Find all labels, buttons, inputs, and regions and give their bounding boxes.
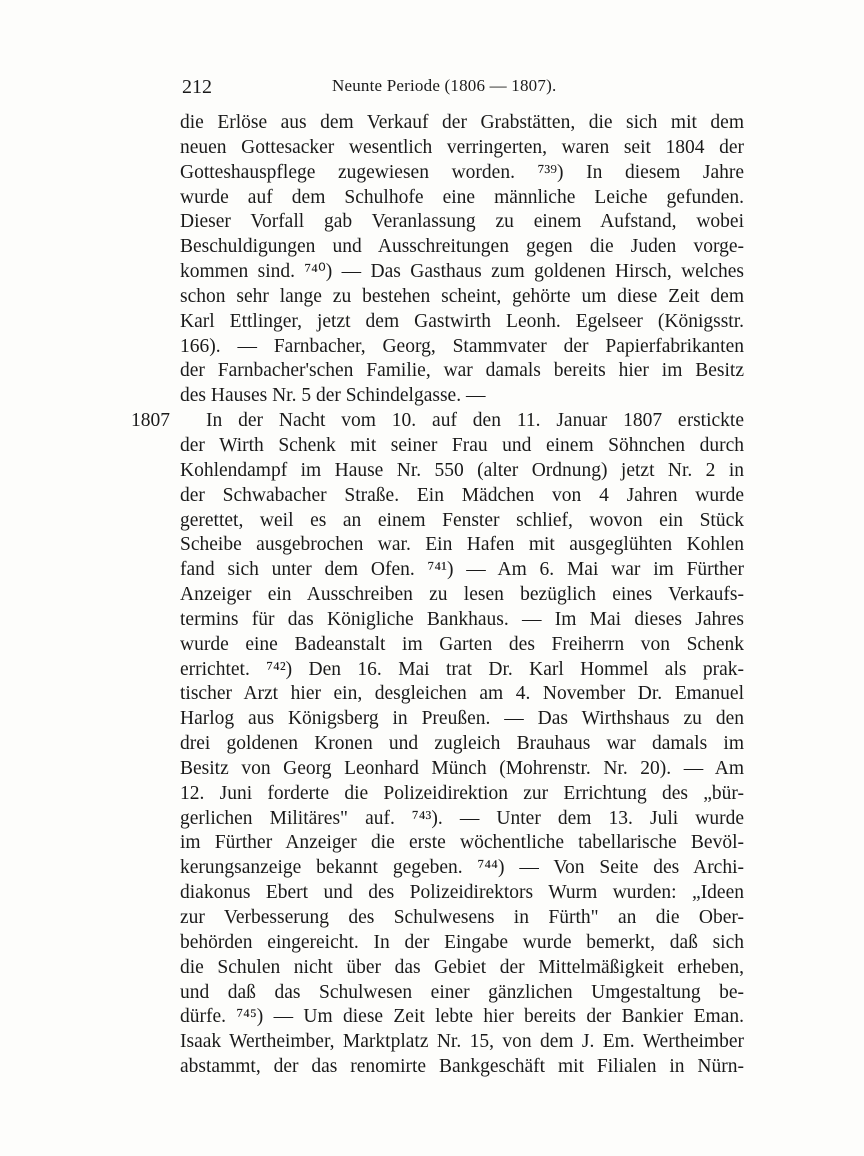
text-line: der Farnbacher'schen Familie, war damals bereits hier im Besitz <box>180 360 744 382</box>
text-line: des Hauses Nr. 5 der Schindelgasse. — <box>180 385 486 407</box>
text-line: die Erlöse aus dem Verkauf der Grabstätten, die sich mit dem <box>180 112 744 133</box>
text-line: fand sich unter dem Ofen. ⁷⁴¹) — Am 6. Mai war im Fürther <box>180 559 744 581</box>
text-line: Anzeiger ein Ausschreiben zu lesen bezüglich eines Verkaufs- <box>180 584 744 606</box>
text-line: drei goldenen Kronen und zugleich Brauhaus war damals im <box>180 733 744 755</box>
text-line: dürfe. ⁷⁴⁵) — Um diese Zeit lebte hier bereits der Bankier Eman. <box>180 1006 744 1028</box>
text-line: 166). — Farnbacher, Georg, Stammvater der Papierfabrikanten <box>180 335 744 357</box>
paragraph-first-line: In der Nacht vom 10. auf den 11. Januar 1807 erstickte <box>206 410 744 432</box>
text-line: zur Verbesserung des Schulwesens in Fürth" an die Ober- <box>180 907 744 928</box>
text-line: die Schulen nicht über das Gebiet der Mittelmäßigkeit erheben, <box>180 956 744 978</box>
text-line: 12. Juni forderte die Polizeidirektion zur Errichtung des „bür- <box>180 782 744 804</box>
text-line: neuen Gottesacker wesentlich verringerten, waren seit 1804 der <box>180 136 744 158</box>
text-line: schon sehr lange zu bestehen scheint, gehörte um diese Zeit dem <box>180 285 744 307</box>
text-line: und daß das Schulwesen einer gänzlichen Umgestaltung be- <box>180 981 744 1003</box>
text-line: der Schwabacher Straße. Ein Mädchen von 4 Jahren wurde <box>180 484 744 506</box>
text-line: im Fürther Anzeiger die erste wöchentliche tabellarische Bevöl- <box>180 832 744 854</box>
text-line: kerungsanzeige bekannt gegeben. ⁷⁴⁴) — Von Seite des Archi- <box>180 857 744 879</box>
text-line: tischer Arzt hier ein, desgleichen am 4. November Dr. Emanuel <box>180 683 744 705</box>
text-line: Gotteshauspflege zugewiesen worden. ⁷³⁹) In diesem Jahre <box>180 161 744 183</box>
text-line: gerettet, weil es an einem Fenster schlief, wovon ein Stück <box>180 509 744 531</box>
text-line: abstammt, der das renomirte Bankgeschäft mit Filialen in Nürn- <box>180 1056 744 1078</box>
text-line: Karl Ettlinger, jetzt dem Gastwirth Leonh. Egelseer (Königsstr. <box>180 310 744 332</box>
text-line: Dieser Vorfall gab Veranlassung zu einem Aufstand, wobei <box>180 211 744 233</box>
text-line: errichtet. ⁷⁴²) Den 16. Mai trat Dr. Karl Hommel als prak- <box>180 658 744 680</box>
text-line: Harlog aus Königsberg in Preußen. — Das Wirthshaus zu den <box>180 708 744 730</box>
body-text <box>180 111 744 1080</box>
text-line: wurde eine Badeanstalt im Garten des Freiherrn von Schenk <box>180 633 744 655</box>
running-head <box>182 76 742 98</box>
text-line: termins für das Königliche Bankhaus. — Im Mai dieses Jahres <box>180 608 744 630</box>
text-line: Besitz von Georg Leonhard Münch (Mohrenstr. Nr. 20). — Am <box>180 757 744 779</box>
text-line: Beschuldigungen und Ausschreitungen gegen die Juden vorge- <box>180 236 744 258</box>
text-line: der Wirth Schenk mit seiner Frau und einem Söhnchen durch <box>180 434 744 456</box>
page-number: 212 <box>182 76 212 98</box>
text-line: wurde auf dem Schulhofe eine männliche Leiche gefunden. <box>180 186 744 208</box>
running-head-title: Neunte Periode (1806 — 1807). <box>332 76 557 95</box>
text-line: gerlichen Militäres" auf. ⁷⁴³). — Unter dem 13. Juli wurde <box>180 807 744 829</box>
text-line: kommen sind. ⁷⁴⁰) — Das Gasthaus zum goldenen Hirsch, welches <box>180 261 744 283</box>
text-line: Scheibe ausgebrochen war. Ein Hafen mit ausgeglühten Kohlen <box>180 534 744 556</box>
text-line: Kohlendampf im Hause Nr. 550 (alter Ordnung) jetzt Nr. 2 in <box>180 459 744 481</box>
text-line: behörden eingereicht. In der Eingabe wurde bemerkt, daß sich <box>180 931 744 953</box>
text-line: diakonus Ebert und des Polizeidirektors Wurm wurden: „Ideen <box>180 882 744 904</box>
text-line: Isaak Wertheimber, Marktplatz Nr. 15, von dem J. Em. Wertheimber <box>180 1031 744 1053</box>
margin-year-note: 1807 <box>131 410 170 431</box>
